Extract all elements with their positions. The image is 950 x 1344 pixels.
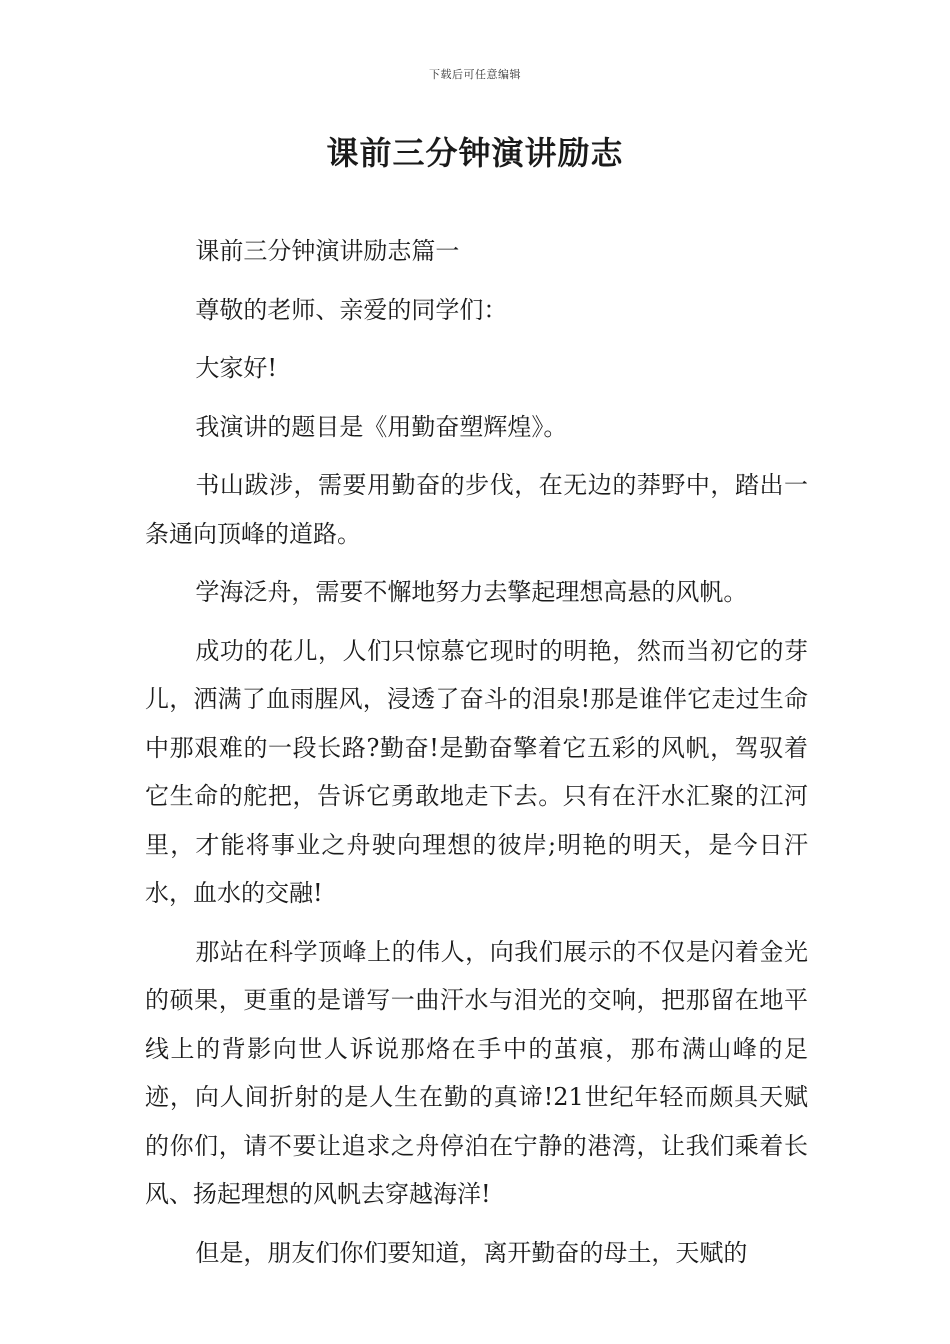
document-title: 课前三分钟演讲励志 [326,134,624,172]
paragraph: 但是，朋友们你们要知道，离开勤奋的母土，天赋的 [195,1238,748,1267]
paragraph-section-heading: 课前三分钟演讲励志篇一 [195,237,460,265]
document-body [145,227,808,1287]
paragraph: 那站在科学顶峰上的伟人，向我们展示的不仅是闪着金光的硕果，更重的是谱写一曲汗水与泪光的交响，把那留在地平线上的背影向世人诉说那烙在手中的茧痕，那布满山峰的足迹，向人间折射的是人生在勤的真谛!21世纪年轻而颇具天赋的你们，请不要让追求之舟停泊在宁静的港湾，让我们乘着长风、扬起理想的风帆去穿越海洋! [145,937,808,1208]
paragraph-salutation: 尊敬的老师、亲爱的同学们： [195,295,508,324]
paragraph: 学海泛舟，需要不懈地努力去擎起理想高悬的风帆。 [195,578,748,606]
paragraph-topic: 我演讲的题目是《用勤奋塑辉煌》。 [195,412,568,441]
paragraph: 成功的花儿，人们只惊慕它现时的明艳，然而当初它的芽儿，洒满了血雨腥风，浸透了奋斗的泪泉!那是谁伴它走过生命中那艰难的一段长路?勤奋!是勤奋擎着它五彩的风帆，驾驭着它生命的舵把，告诉它勇敢地走下去。只有在汗水汇聚的江河里，才能将事业之舟驶向理想的彼岸;明艳的明天，是今日汗水，血水的交融! [145,636,808,907]
header-note: 下载后可任意编辑 [429,68,521,81]
paragraph: 书山跋涉，需要用勤奋的步伐，在无边的莽野中，踏出一条通向顶峰的道路。 [145,471,808,548]
paragraph-greeting: 大家好! [195,354,278,382]
